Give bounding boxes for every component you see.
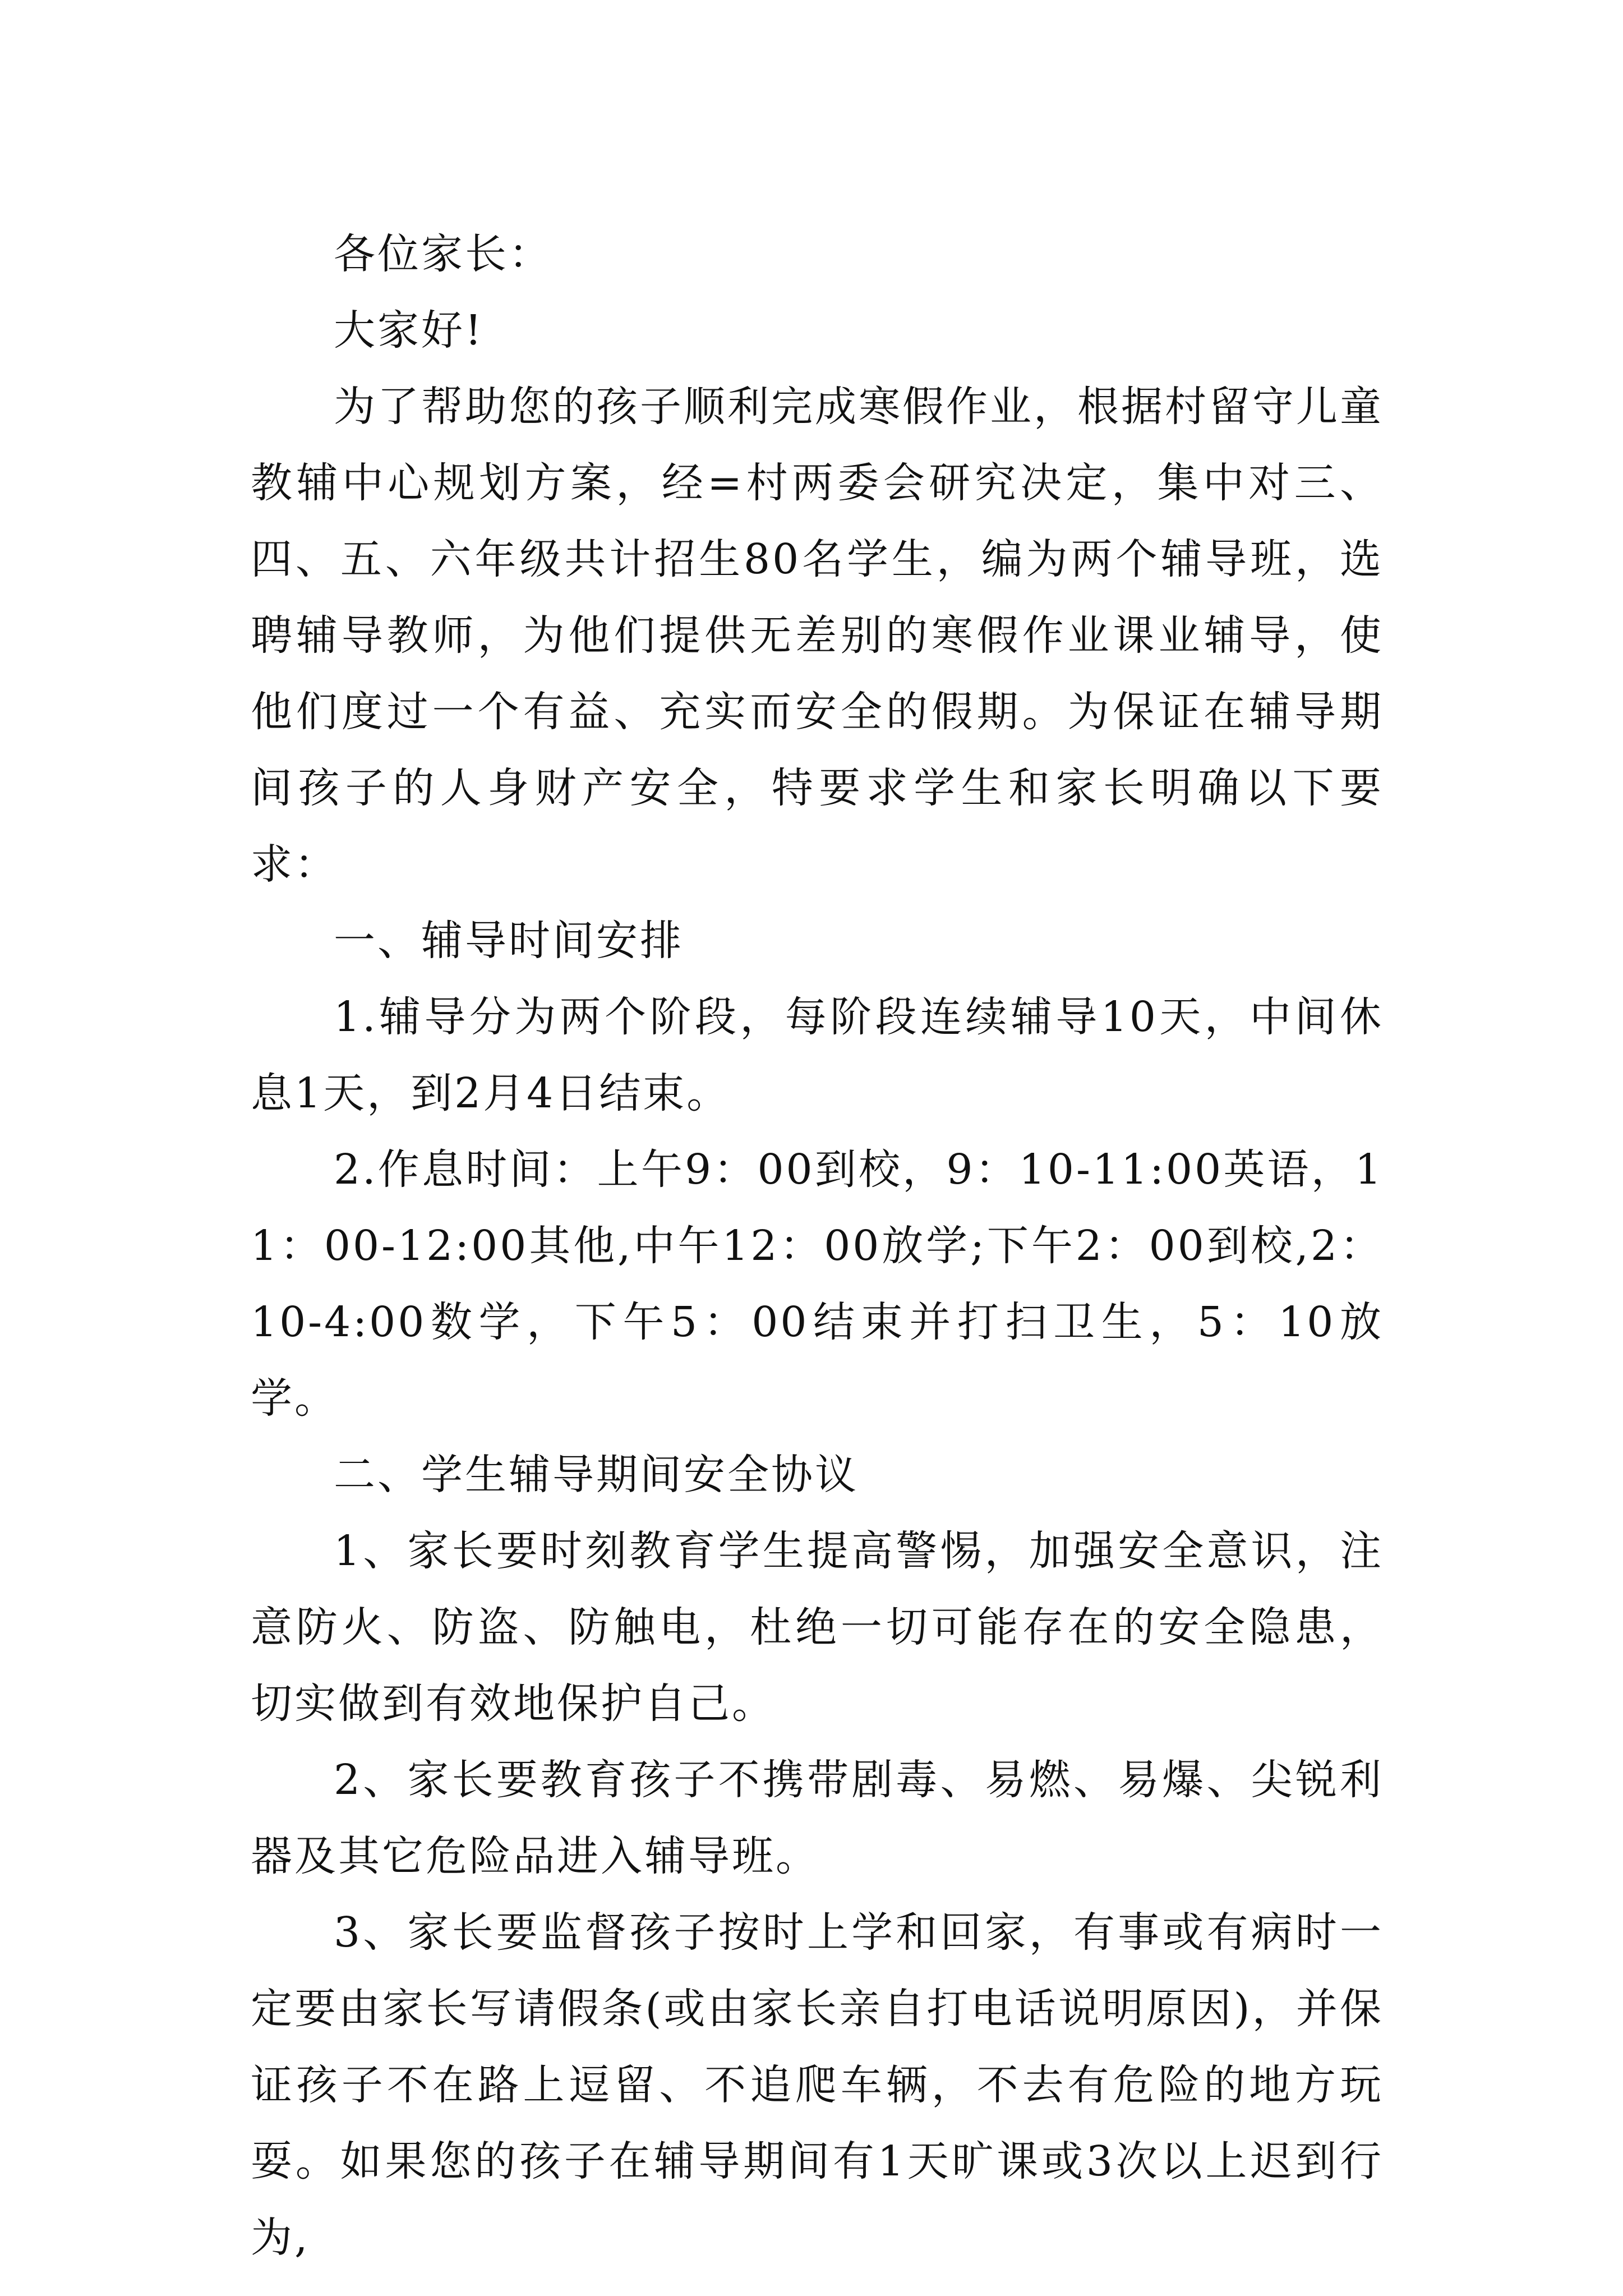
section-heading-safety: 二、学生辅导期间安全协议 — [334, 1451, 859, 1499]
intro-paragraph: 为了帮助您的孩子顺利完成寒假作业，根据村留守儿童教辅中心规划方案，经=村两委会研究决定，集中对三、四、五、六年级共计招生80名学生，编为两个辅导班，选聘辅导教师，为他们提供无差别的寒假作业课业辅导，使他们度过一个有益、充实而安全的假期。为保证在辅导期间孩子的人身财产安全，特要求学生和家长明确以下要求： — [251, 383, 1384, 889]
safety-item-2: 2、家长要教育孩子不携带剧毒、易燃、易爆、尖锐利器及其它危险品进入辅导班。 — [251, 1756, 1384, 1880]
schedule-item-1: 1.辅导分为两个阶段，每阶段连续辅导10天，中间休息1天，到2月4日结束。 — [251, 993, 1384, 1117]
salutation: 各位家长： — [334, 230, 552, 278]
greeting: 大家好! — [334, 306, 484, 355]
schedule-item-2: 2.作息时间：上午9：00到校，9：10-11:00英语，11：00-12:00其他,中午12：00放学;下午2：00到校,2：10-4:00数学，下午5：00结束并打扫卫生，5：10放学。 — [251, 1145, 1384, 1423]
section-heading-schedule: 一、辅导时间安排 — [334, 917, 684, 965]
document-body — [251, 216, 1384, 2276]
safety-item-1: 1、家长要时刻教育学生提高警惕，加强安全意识，注意防火、防盗、防触电，杜绝一切可能存在的安全隐患，切实做到有效地保护自己。 — [251, 1527, 1384, 1728]
safety-item-3: 3、家长要监督孩子按时上学和回家，有事或有病时一定要由家长写请假条(或由家长亲自打电话说明原因)，并保证孩子不在路上逗留、不追爬车辆，不去有危险的地方玩耍。如果您的孩子在辅导期间有1天旷课或3次以上迟到行为, — [251, 1908, 1384, 2262]
